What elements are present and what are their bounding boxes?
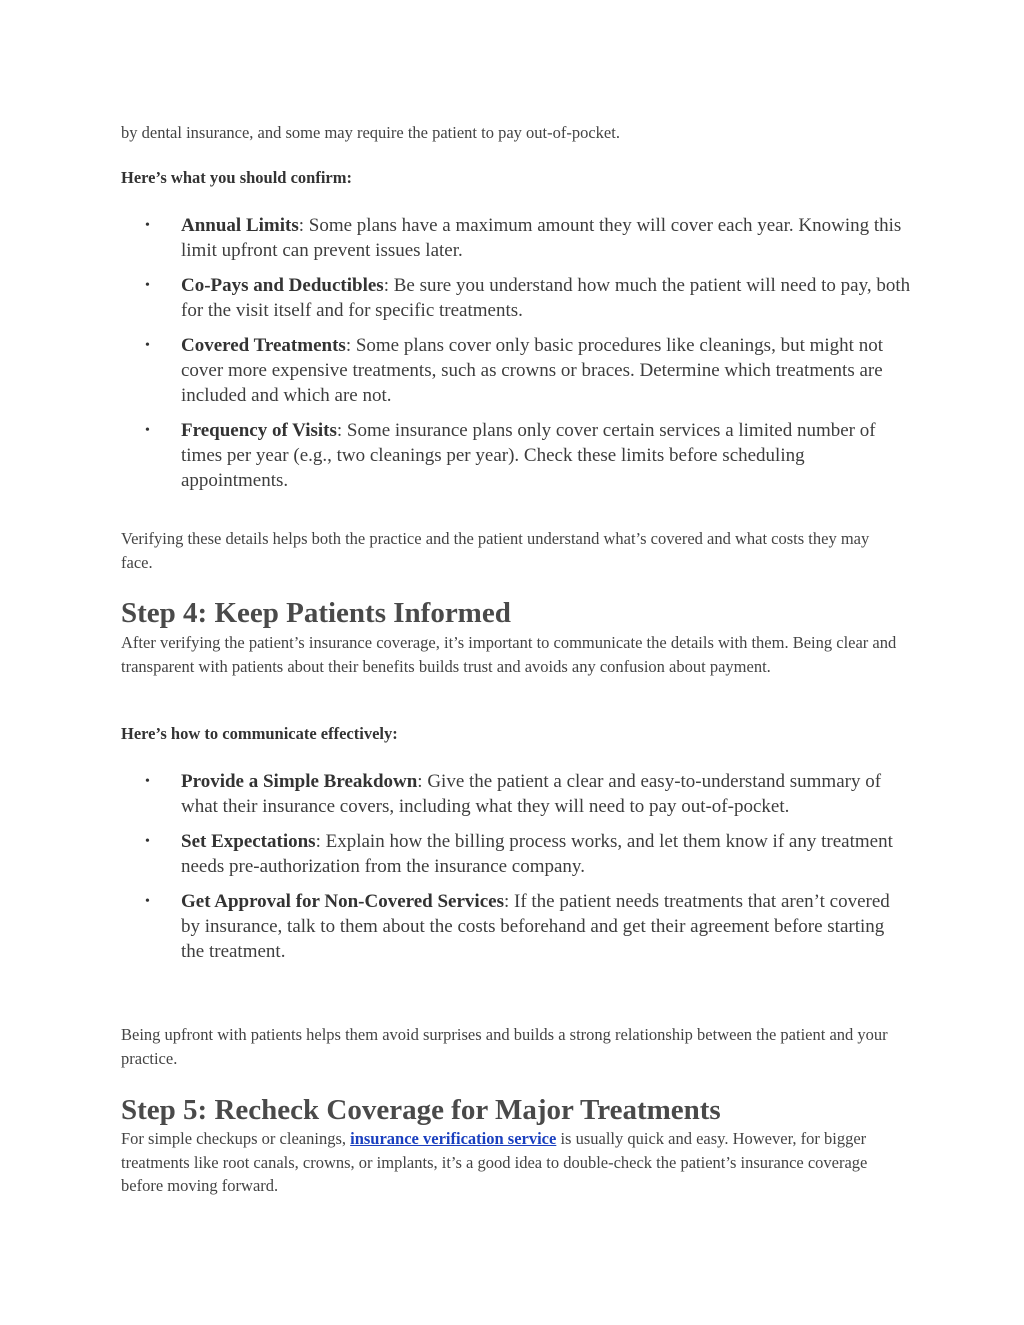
item-term: Provide a Simple Breakdown — [181, 771, 418, 792]
step5-heading: Step 5: Recheck Coverage for Major Treatments — [121, 1094, 721, 1126]
item-desc: : Explain how the billing process works, and let them know if any treatment needs pre-authorization from the insurance company. — [181, 831, 893, 877]
step5-body-end: is usually quick and easy. However, for bigger treatments like root canals, crowns, or implants, it’s a good idea to double-check the patient’s insurance coverage before moving forward. — [121, 1129, 868, 1195]
list-item — [121, 213, 911, 263]
item-term: Set Expectations — [181, 831, 316, 852]
bullet-icon: • — [145, 278, 150, 293]
confirm-lead: Here’s what you should confirm: — [121, 168, 352, 187]
item-term: Annual Limits — [181, 215, 299, 236]
list-item — [121, 829, 911, 879]
bullet-icon: • — [145, 338, 150, 353]
bullet-icon: • — [145, 218, 150, 233]
step5-body — [121, 1127, 901, 1198]
bullet-icon: • — [145, 774, 150, 789]
confirm-list — [121, 213, 911, 503]
bullet-icon: • — [145, 894, 150, 909]
communicate-list — [121, 769, 911, 974]
bullet-icon: • — [145, 834, 150, 849]
step4-summary: Being upfront with patients helps them avoid surprises and builds a strong relationship between the patient and your practice. — [121, 1025, 888, 1068]
insurance-verification-link[interactable]: insurance verification service — [350, 1129, 557, 1148]
item-term: Co-Pays and Deductibles — [181, 275, 384, 296]
list-item — [121, 889, 911, 964]
bullet-icon: • — [145, 423, 150, 438]
list-item — [121, 273, 911, 323]
intro-continuation: by dental insurance, and some may require the patient to pay out-of-pocket. — [121, 123, 620, 142]
item-desc: : Give the patient a clear and easy-to-understand summary of what their insurance covers, including what they will need to pay out-of-pocket. — [181, 771, 882, 817]
item-desc: : Some plans have a maximum amount they will cover each year. Knowing this limit upfront can prevent issues later. — [181, 215, 902, 261]
verify-summary: Verifying these details helps both the practice and the patient understand what’s covered and what costs they may face. — [121, 529, 870, 572]
item-desc: : Some plans cover only basic procedures like cleanings, but might not cover more expensive treatments, such as crowns or braces. Determine which treatments are included and which are not. — [181, 335, 883, 406]
item-desc: : Be sure you understand how much the patient will need to pay, both for the visit itself and for specific treatments. — [181, 275, 911, 321]
item-desc: : If the patient needs treatments that aren’t covered by insurance, talk to them about the costs beforehand and get their agreement before starting the treatment. — [181, 891, 890, 962]
step5-body-start: For simple checkups or cleanings, — [121, 1129, 351, 1148]
step4-body: After verifying the patient’s insurance coverage, it’s important to communicate the details with them. Being clear and transparent with patients about their benefits builds trust and avoids any confusion about payment. — [121, 633, 897, 676]
item-desc: : Some insurance plans only cover certain services a limited number of times per year (e.g., two cleanings per year). Check these limits before scheduling appointments. — [181, 420, 876, 491]
list-item — [121, 418, 911, 493]
step4-heading: Step 4: Keep Patients Informed — [121, 597, 511, 629]
item-term: Get Approval for Non-Covered Services — [181, 891, 504, 912]
list-item — [121, 333, 911, 408]
item-term: Covered Treatments — [181, 335, 346, 356]
item-term: Frequency of Visits — [181, 420, 337, 441]
step4-lead: Here’s how to communicate effectively: — [121, 724, 398, 743]
list-item — [121, 769, 911, 819]
